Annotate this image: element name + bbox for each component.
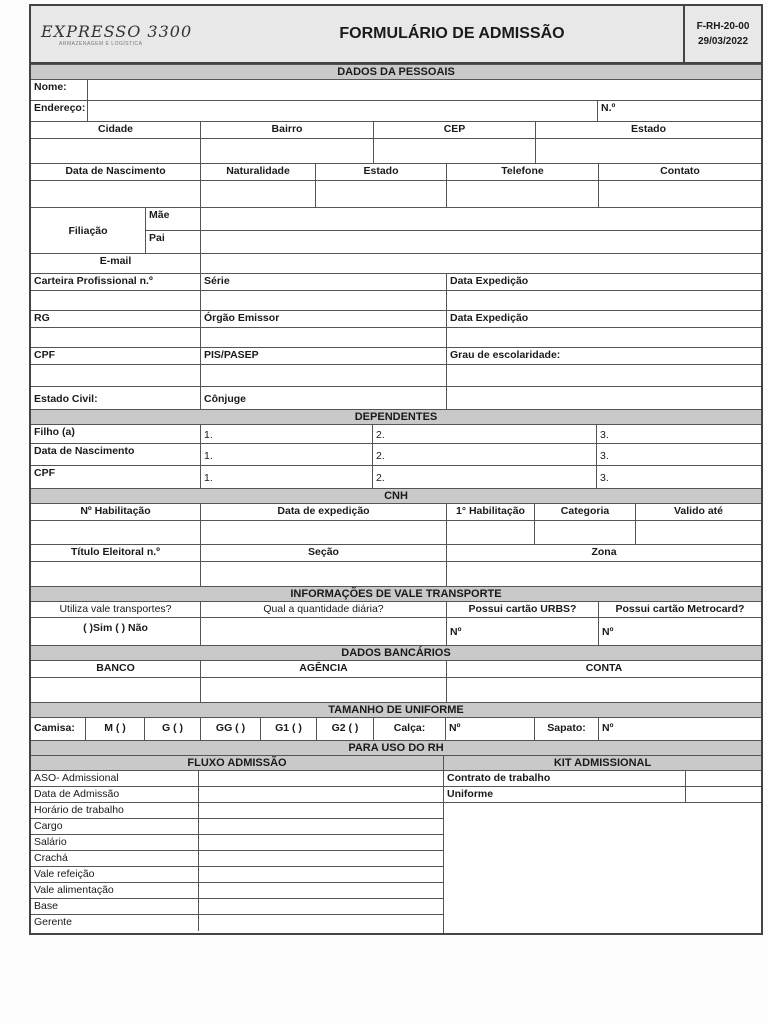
field-cidade[interactable] — [31, 139, 201, 163]
section-transport: INFORMAÇÕES DE VALE TRANSPORTE — [31, 586, 761, 602]
field-pis[interactable] — [201, 365, 447, 386]
field-dep-nasc-2[interactable]: 2. — [373, 444, 597, 465]
hr-area — [31, 756, 761, 933]
label-estado: Estado — [630, 123, 666, 135]
field-nascimento[interactable] — [31, 181, 201, 207]
label-mae: Mãe — [146, 208, 201, 230]
label-contato: Contato — [660, 165, 700, 177]
label-banco: BANCO — [31, 661, 201, 677]
hr-flow-row — [31, 867, 443, 883]
field-dep-nasc-3[interactable]: 3. — [600, 450, 609, 462]
field-mae[interactable] — [201, 208, 761, 230]
row-cidade-labels — [31, 122, 761, 139]
field-pai[interactable] — [201, 231, 761, 253]
hr-flow-field[interactable] — [199, 819, 443, 834]
label-conta: CONTA — [585, 662, 623, 674]
hr-flow-row — [31, 787, 443, 803]
label-cep: CEP — [374, 122, 536, 138]
field-contato[interactable] — [599, 181, 761, 207]
label-camisa: Camisa: — [31, 718, 86, 740]
label-cnh-valido: Valido até — [673, 505, 724, 517]
label-zona: Zona — [591, 546, 617, 558]
label-expedicao-rg: Data Expedição — [450, 312, 529, 324]
label-cpf: CPF — [31, 348, 201, 364]
row-carteira-labels — [31, 274, 761, 291]
row-dep-filho — [31, 425, 761, 444]
row-banco-labels — [31, 661, 761, 678]
field-secao[interactable] — [201, 562, 447, 586]
admission-form — [29, 4, 763, 935]
label-conjuge: Cônjuge — [201, 387, 447, 409]
hr-kit-field[interactable] — [686, 787, 761, 802]
row-email — [31, 254, 761, 274]
label-dep-filho: Filho (a) — [31, 425, 201, 443]
hr-flow-row — [31, 819, 443, 835]
field-titulo[interactable] — [31, 562, 201, 586]
field-telefone[interactable] — [447, 181, 599, 207]
field-estado[interactable] — [536, 139, 761, 163]
option-g1[interactable]: G1 ( ) — [261, 718, 317, 740]
row-uniforme — [31, 718, 761, 740]
hr-flow-row — [31, 883, 443, 899]
field-cnh-categoria[interactable] — [535, 521, 636, 544]
label-cnh-categoria: Categoria — [535, 504, 636, 520]
hr-kit-label: Contrato de trabalho — [444, 771, 686, 786]
hr-flow-label: Base — [31, 899, 199, 914]
hr-flow-field[interactable] — [199, 899, 443, 914]
hr-kit-label: Uniforme — [444, 787, 686, 802]
row-carteira-fields — [31, 291, 761, 311]
field-dep-cpf-1[interactable]: 1. — [201, 466, 373, 488]
field-dep-filho-1[interactable]: 1. — [201, 425, 373, 443]
field-cnh-primeira[interactable] — [447, 521, 535, 544]
field-expedicao-ctps[interactable] — [447, 291, 761, 310]
hr-kit-column — [444, 756, 761, 933]
label-escolaridade: Grau de escolaridade: — [450, 349, 561, 361]
hr-flow-field[interactable] — [199, 867, 443, 882]
section-dependents: DEPENDENTES — [31, 409, 761, 425]
hr-kit-blank — [444, 803, 761, 933]
label-estado-civil: Estado Civil: — [31, 387, 201, 409]
field-endereco[interactable] — [88, 101, 598, 121]
hr-flow-label: Vale refeição — [31, 867, 199, 882]
label-cidade: Cidade — [31, 122, 201, 138]
label-urbs: Possui cartão URBS? — [447, 602, 599, 617]
section-personal-data: DADOS DA PESSOAIS — [31, 64, 761, 80]
field-metrocard[interactable]: Nº — [602, 626, 614, 638]
field-serie[interactable] — [201, 291, 447, 310]
label-calca: Calça: — [374, 718, 446, 740]
section-bank: DADOS BANCÁRIOS — [31, 645, 761, 661]
field-zona[interactable] — [447, 562, 761, 586]
field-sapato[interactable]: Nº — [602, 722, 614, 734]
hr-kit-title: KIT ADMISSIONAL — [444, 756, 761, 771]
hr-flow-row — [31, 835, 443, 851]
row-nome — [31, 80, 761, 101]
field-rg[interactable] — [31, 328, 201, 347]
hr-flow-label: Data de Admissão — [31, 787, 199, 802]
section-cnh: CNH — [31, 488, 761, 504]
option-g2[interactable]: G2 ( ) — [317, 718, 374, 740]
label-cnh-primeira: 1° Habilitação — [447, 504, 535, 520]
label-nascimento: Data de Nascimento — [31, 164, 201, 180]
field-conta[interactable] — [447, 678, 761, 702]
field-calca[interactable]: Nº — [446, 718, 535, 740]
label-telefone: Telefone — [447, 164, 599, 180]
hr-flow-label: Horário de trabalho — [31, 803, 199, 818]
hr-flow-row — [31, 915, 443, 931]
field-quantidade[interactable] — [201, 618, 447, 645]
hr-flow-title: FLUXO ADMISSÃO — [31, 756, 443, 771]
hr-kit-field[interactable] — [686, 771, 761, 786]
label-naturalidade: Naturalidade — [201, 164, 316, 180]
field-agencia[interactable] — [201, 678, 447, 702]
form-title: FORMULÁRIO DE ADMISSÃO — [339, 25, 565, 42]
label-carteira: Carteira Profissional n.º — [31, 274, 201, 290]
option-m[interactable]: M ( ) — [86, 718, 145, 740]
row-cnh-fields — [31, 521, 761, 545]
hr-flow-row — [31, 803, 443, 819]
hr-flow-field[interactable] — [199, 883, 443, 898]
field-urbs[interactable]: Nº — [447, 618, 599, 645]
hr-kit-list — [444, 771, 761, 803]
field-escolaridade[interactable] — [447, 365, 761, 386]
hr-flow-row — [31, 771, 443, 787]
hr-kit-row — [444, 787, 761, 803]
field-dep-cpf-3[interactable]: 3. — [600, 472, 609, 484]
label-email: E-mail — [31, 254, 201, 273]
field-cep[interactable] — [374, 139, 536, 163]
row-dep-cpf — [31, 466, 761, 488]
row-cidade-fields — [31, 139, 761, 164]
label-estado-nasc: Estado — [316, 164, 447, 180]
label-rg: RG — [31, 311, 201, 327]
field-dep-filho-2[interactable]: 2. — [373, 425, 597, 443]
label-cnh-habilitacao: Nº Habilitação — [31, 504, 201, 520]
form-code: F-RH-20-00 — [696, 21, 750, 32]
label-dep-nascimento: Data de Nascimento — [31, 444, 201, 465]
field-dep-cpf-2[interactable]: 2. — [373, 466, 597, 488]
field-cnh-habilitacao[interactable] — [31, 521, 201, 544]
row-titulo-fields — [31, 562, 761, 586]
hr-kit-row — [444, 771, 761, 787]
label-secao: Seção — [201, 545, 447, 561]
form-header — [31, 6, 761, 64]
row-dep-nascimento — [31, 444, 761, 466]
label-pai: Pai — [146, 231, 201, 253]
field-sim-nao[interactable]: ( )Sim ( ) Não — [31, 618, 201, 645]
form-date: 29/03/2022 — [697, 36, 749, 47]
row-transporte-fields — [31, 618, 761, 645]
hr-flow-field[interactable] — [199, 835, 443, 850]
field-estado-nasc[interactable] — [316, 181, 447, 207]
hr-flow-field[interactable] — [199, 787, 443, 802]
option-g[interactable]: G ( ) — [145, 718, 201, 740]
brand-subtitle: ARMAZENAGEM E LOGÍSTICA — [59, 40, 143, 47]
hr-flow-label: Gerente — [31, 915, 199, 931]
row-nascimento-fields — [31, 181, 761, 208]
field-cpf[interactable] — [31, 365, 201, 386]
label-dep-cpf: CPF — [31, 466, 201, 488]
section-hr-use: PARA USO DO RH — [31, 740, 761, 756]
form-code-box — [683, 6, 761, 62]
field-cnh-expedicao[interactable] — [201, 521, 447, 544]
label-expedicao-ctps: Data Expedição — [450, 275, 529, 287]
row-transporte-labels — [31, 602, 761, 618]
row-filiacao — [31, 208, 761, 254]
row-rg-fields — [31, 328, 761, 348]
row-cpf-labels — [31, 348, 761, 365]
hr-flow-field[interactable] — [199, 915, 443, 931]
field-orgao[interactable] — [201, 328, 447, 347]
field-conjuge[interactable] — [447, 387, 761, 409]
row-rg-labels — [31, 311, 761, 328]
hr-flow-field[interactable] — [199, 771, 443, 786]
label-agencia: AGÊNCIA — [201, 661, 447, 677]
row-endereco — [31, 101, 761, 122]
label-orgao: Órgão Emissor — [201, 311, 447, 327]
label-endereco: Endereço: — [31, 101, 88, 121]
field-naturalidade[interactable] — [201, 181, 316, 207]
row-cnh-labels — [31, 504, 761, 521]
label-nome: Nome: — [31, 80, 88, 100]
hr-flow-field[interactable] — [199, 851, 443, 866]
field-cnh-valido[interactable] — [636, 521, 761, 544]
field-carteira[interactable] — [31, 291, 201, 310]
hr-flow-list — [31, 771, 443, 931]
field-numero[interactable]: N.º — [601, 102, 616, 114]
row-estado-civil — [31, 387, 761, 409]
label-serie: Série — [201, 274, 447, 290]
field-nome[interactable] — [88, 80, 761, 100]
label-filiacao: Filiação — [31, 208, 146, 253]
field-dep-filho-3[interactable]: 3. — [600, 429, 609, 441]
row-cpf-fields — [31, 365, 761, 387]
label-utiliza: Utiliza vale transportes? — [31, 602, 201, 617]
label-quantidade: Qual a quantidade diária? — [201, 602, 447, 617]
company-logo — [31, 6, 221, 62]
label-bairro: Bairro — [201, 122, 374, 138]
row-banco-fields — [31, 678, 761, 702]
label-titulo: Título Eleitoral n.º — [31, 545, 201, 561]
label-metrocard: Possui cartão Metrocard? — [615, 603, 745, 615]
hr-flow-label: ASO- Admissional — [31, 771, 199, 786]
hr-flow-row — [31, 851, 443, 867]
section-uniform: TAMANHO DE UNIFORME — [31, 702, 761, 718]
hr-flow-column — [31, 756, 444, 933]
label-sapato: Sapato: — [535, 718, 599, 740]
field-email[interactable] — [201, 254, 761, 273]
hr-flow-label: Vale alimentação — [31, 883, 199, 898]
label-cnh-expedicao: Data de expedição — [201, 504, 447, 520]
field-banco[interactable] — [31, 678, 201, 702]
label-pis: PIS/PASEP — [201, 348, 447, 364]
brand-name: EXPRESSO 3300 — [41, 21, 193, 41]
field-dep-nasc-1[interactable]: 1. — [201, 444, 373, 465]
hr-flow-label: Crachá — [31, 851, 199, 866]
field-bairro[interactable] — [201, 139, 374, 163]
row-titulo-labels — [31, 545, 761, 562]
hr-flow-label: Salário — [31, 835, 199, 850]
hr-flow-row — [31, 899, 443, 915]
hr-flow-field[interactable] — [199, 803, 443, 818]
field-expedicao-rg[interactable] — [447, 328, 761, 347]
row-nascimento-labels — [31, 164, 761, 181]
hr-flow-label: Cargo — [31, 819, 199, 834]
option-gg[interactable]: GG ( ) — [201, 718, 261, 740]
